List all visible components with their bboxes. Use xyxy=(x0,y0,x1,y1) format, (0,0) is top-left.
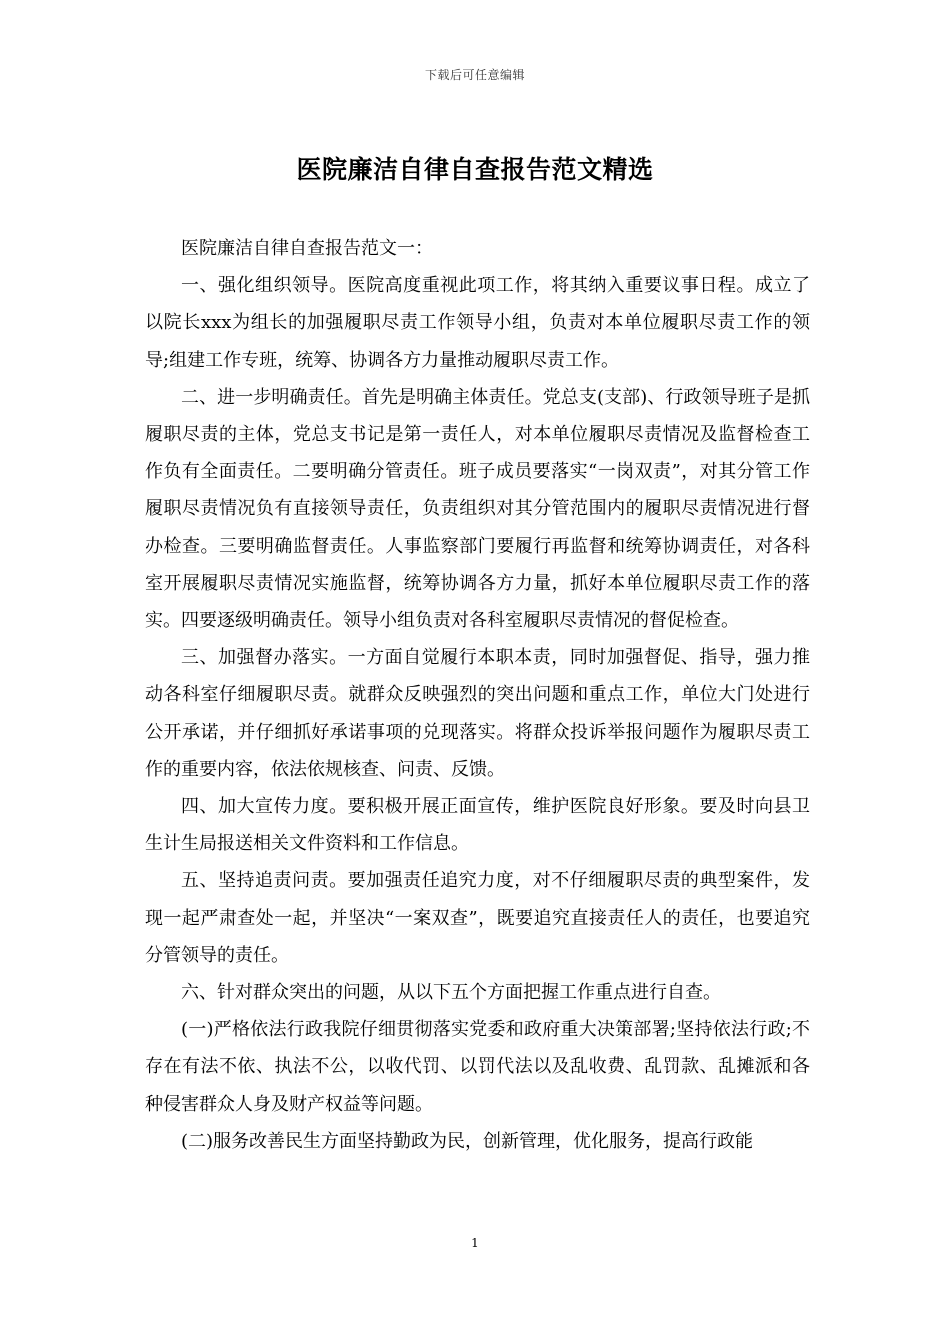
paragraph-6-1: (一)严格依法行政我院仔细贯彻落实党委和政府重大决策部署;坚持依法行政;不存在有法不依、执法不公，以收代罚、以罚代法以及乱收费、乱罚款、乱摊派和各种侵害群众人身及财产权益等问题。 xyxy=(145,1019,810,1115)
paragraph-6-2: (二)服务改善民生方面坚持勤政为民，创新管理，优化服务，提高行政能 xyxy=(181,1130,754,1152)
paragraph-1: 一、强化组织领导。医院高度重视此项工作，将其纳入重要议事日程。成立了以院长xxx为组长的加强履职尽责工作领导小组，负责对本单位履职尽责工作的领导;组建工作专班，统筹、协调各方力量推动履职尽责工作。 xyxy=(145,275,810,371)
document-title: 医院廉洁自律自查报告范文精选 xyxy=(296,155,654,184)
page-number: 1 xyxy=(471,1236,479,1250)
paragraph-3: 三、加强督办落实。一方面自觉履行本职本责，同时加强督促、指导，强力推动各科室仔细履职尽责。就群众反映强烈的突出问题和重点工作，单位大门处进行公开承诺，并仔细抓好承诺事项的兑现落实。将群众投诉举报问题作为履职尽责工作的重要内容，依法依规核查、问责、反馈。 xyxy=(145,647,810,780)
paragraph-6: 六、针对群众突出的问题，从以下五个方面把握工作重点进行自查。 xyxy=(181,982,721,1004)
document-body xyxy=(145,230,810,1160)
paragraph-intro: 医院廉洁自律自查报告范文一： xyxy=(181,238,433,259)
header-note: 下载后可任意编辑 xyxy=(424,68,525,82)
paragraph-5: 五、坚持追责问责。要加强责任追究力度，对不仔细履职尽责的典型案件，发现一起严肃查处一起，并坚决“一案双查”，既要追究直接责任人的责任，也要追究分管领导的责任。 xyxy=(145,870,810,966)
paragraph-4: 四、加大宣传力度。要积极开展正面宣传，维护医院良好形象。要及时向县卫生计生局报送相关文件资料和工作信息。 xyxy=(145,796,810,855)
paragraph-2: 二、进一步明确责任。首先是明确主体责任。党总支(支部)、行政领导班子是抓履职尽责的主体，党总支书记是第一责任人，对本单位履职尽责情况及监督检查工作负有全面责任。二要明确分管责任。班子成员要落实“一岗双责”，对其分管工作履职尽责情况负有直接领导责任，负责组织对其分管范围内的履职尽责情况进行督办检查。三要明确监督责任。人事监察部门要履行再监督和统筹协调责任，对各科室开展履职尽责情况实施监督，统筹协调各方力量，抓好本单位履职尽责工作的落实。四要逐级明确责任。领导小组负责对各科室履职尽责情况的督促检查。 xyxy=(145,386,810,632)
